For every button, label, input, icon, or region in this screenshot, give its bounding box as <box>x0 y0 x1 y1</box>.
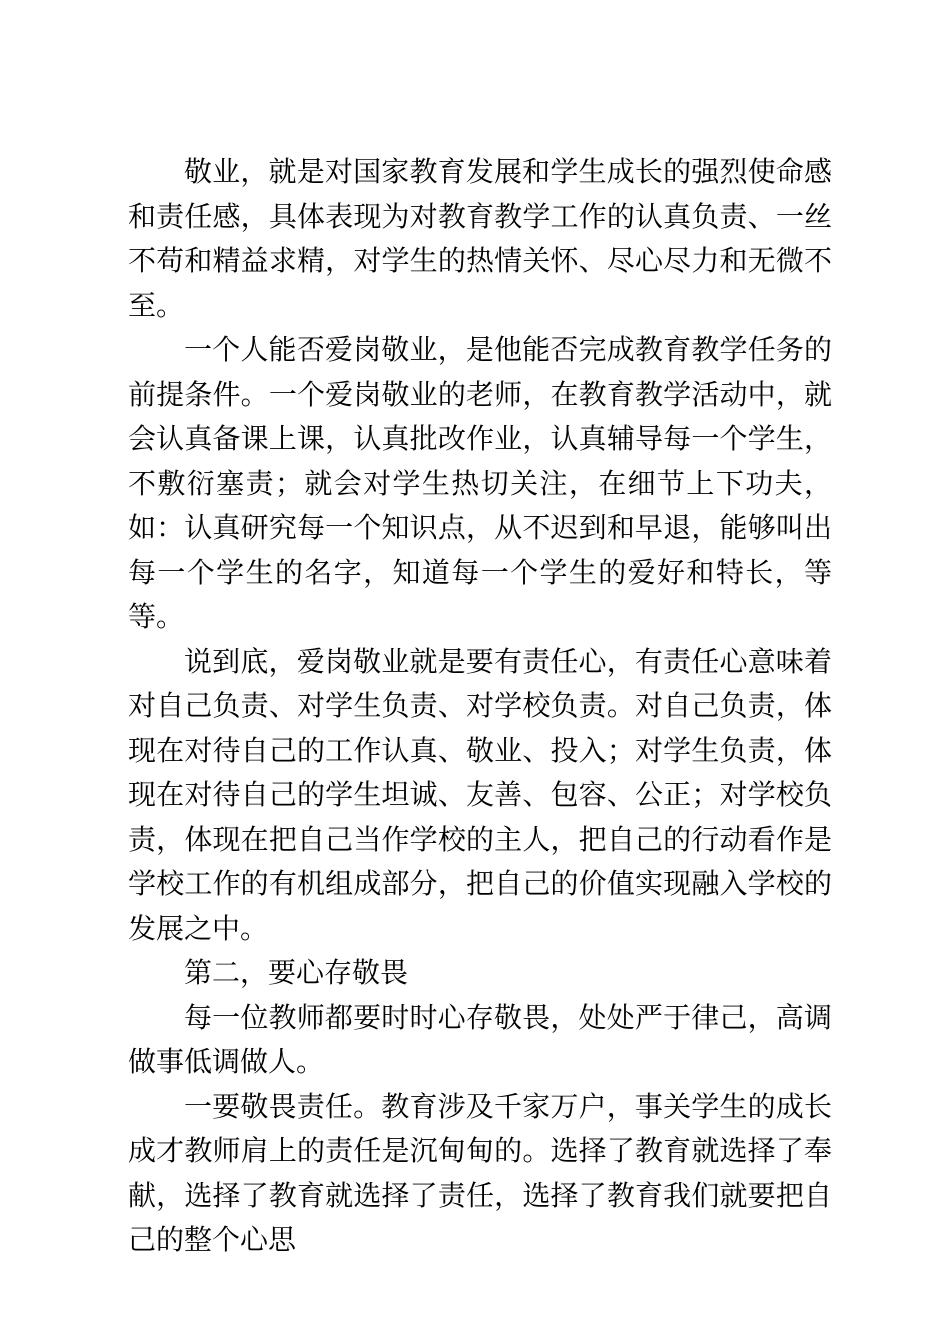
document-body <box>128 150 832 1263</box>
paragraph-dedication-definition: 敬业，就是对国家教育发展和学生成长的强烈使命感和责任感，具体表现为对教育教学工作的认真负责、一丝不苟和精益求精，对学生的热情关怀、尽心尽力和无微不至。 <box>128 155 832 322</box>
section-heading-second: 第二，要心存敬畏 <box>184 956 409 989</box>
paragraph-responsibility: 说到底，爱岗敬业就是要有责任心，有责任心意味着对自己负责、对学生负责、对学校负责。对自己负责，体现在对待自己的工作认真、敬业、投入；对学生负责，体现在对待自己的学生坦诚、友善、包容、公正；对学校负责，体现在把自己当作学校的主人，把自己的行动看作是学校工作的有机组成部分，把自己的价值实现融入学校的发展之中。 <box>128 644 832 945</box>
paragraph-awe-intro: 每一位教师都要时时心存敬畏，处处严于律己，高调做事低调做人。 <box>128 1000 832 1078</box>
paragraph-awe-responsibility: 一要敬畏责任。教育涉及千家万户，事关学生的成长成才教师肩上的责任是沉甸甸的。选择了教育就选择了奉献，选择了教育就选择了责任，选择了教育我们就要把自己的整个心思 <box>128 1089 832 1256</box>
paragraph-dedication-precondition: 一个人能否爱岗敬业，是他能否完成教育教学任务的前提条件。一个爱岗敬业的老师，在教育教学活动中，就会认真备课上课，认真批改作业，认真辅导每一个学生，不敷衍塞责；就会对学生热切关注，在细节上下功夫，如：认真研究每一个知识点，从不迟到和早退，能够叫出每一个学生的名字，知道每一个学生的爱好和特长，等等。 <box>128 333 832 633</box>
